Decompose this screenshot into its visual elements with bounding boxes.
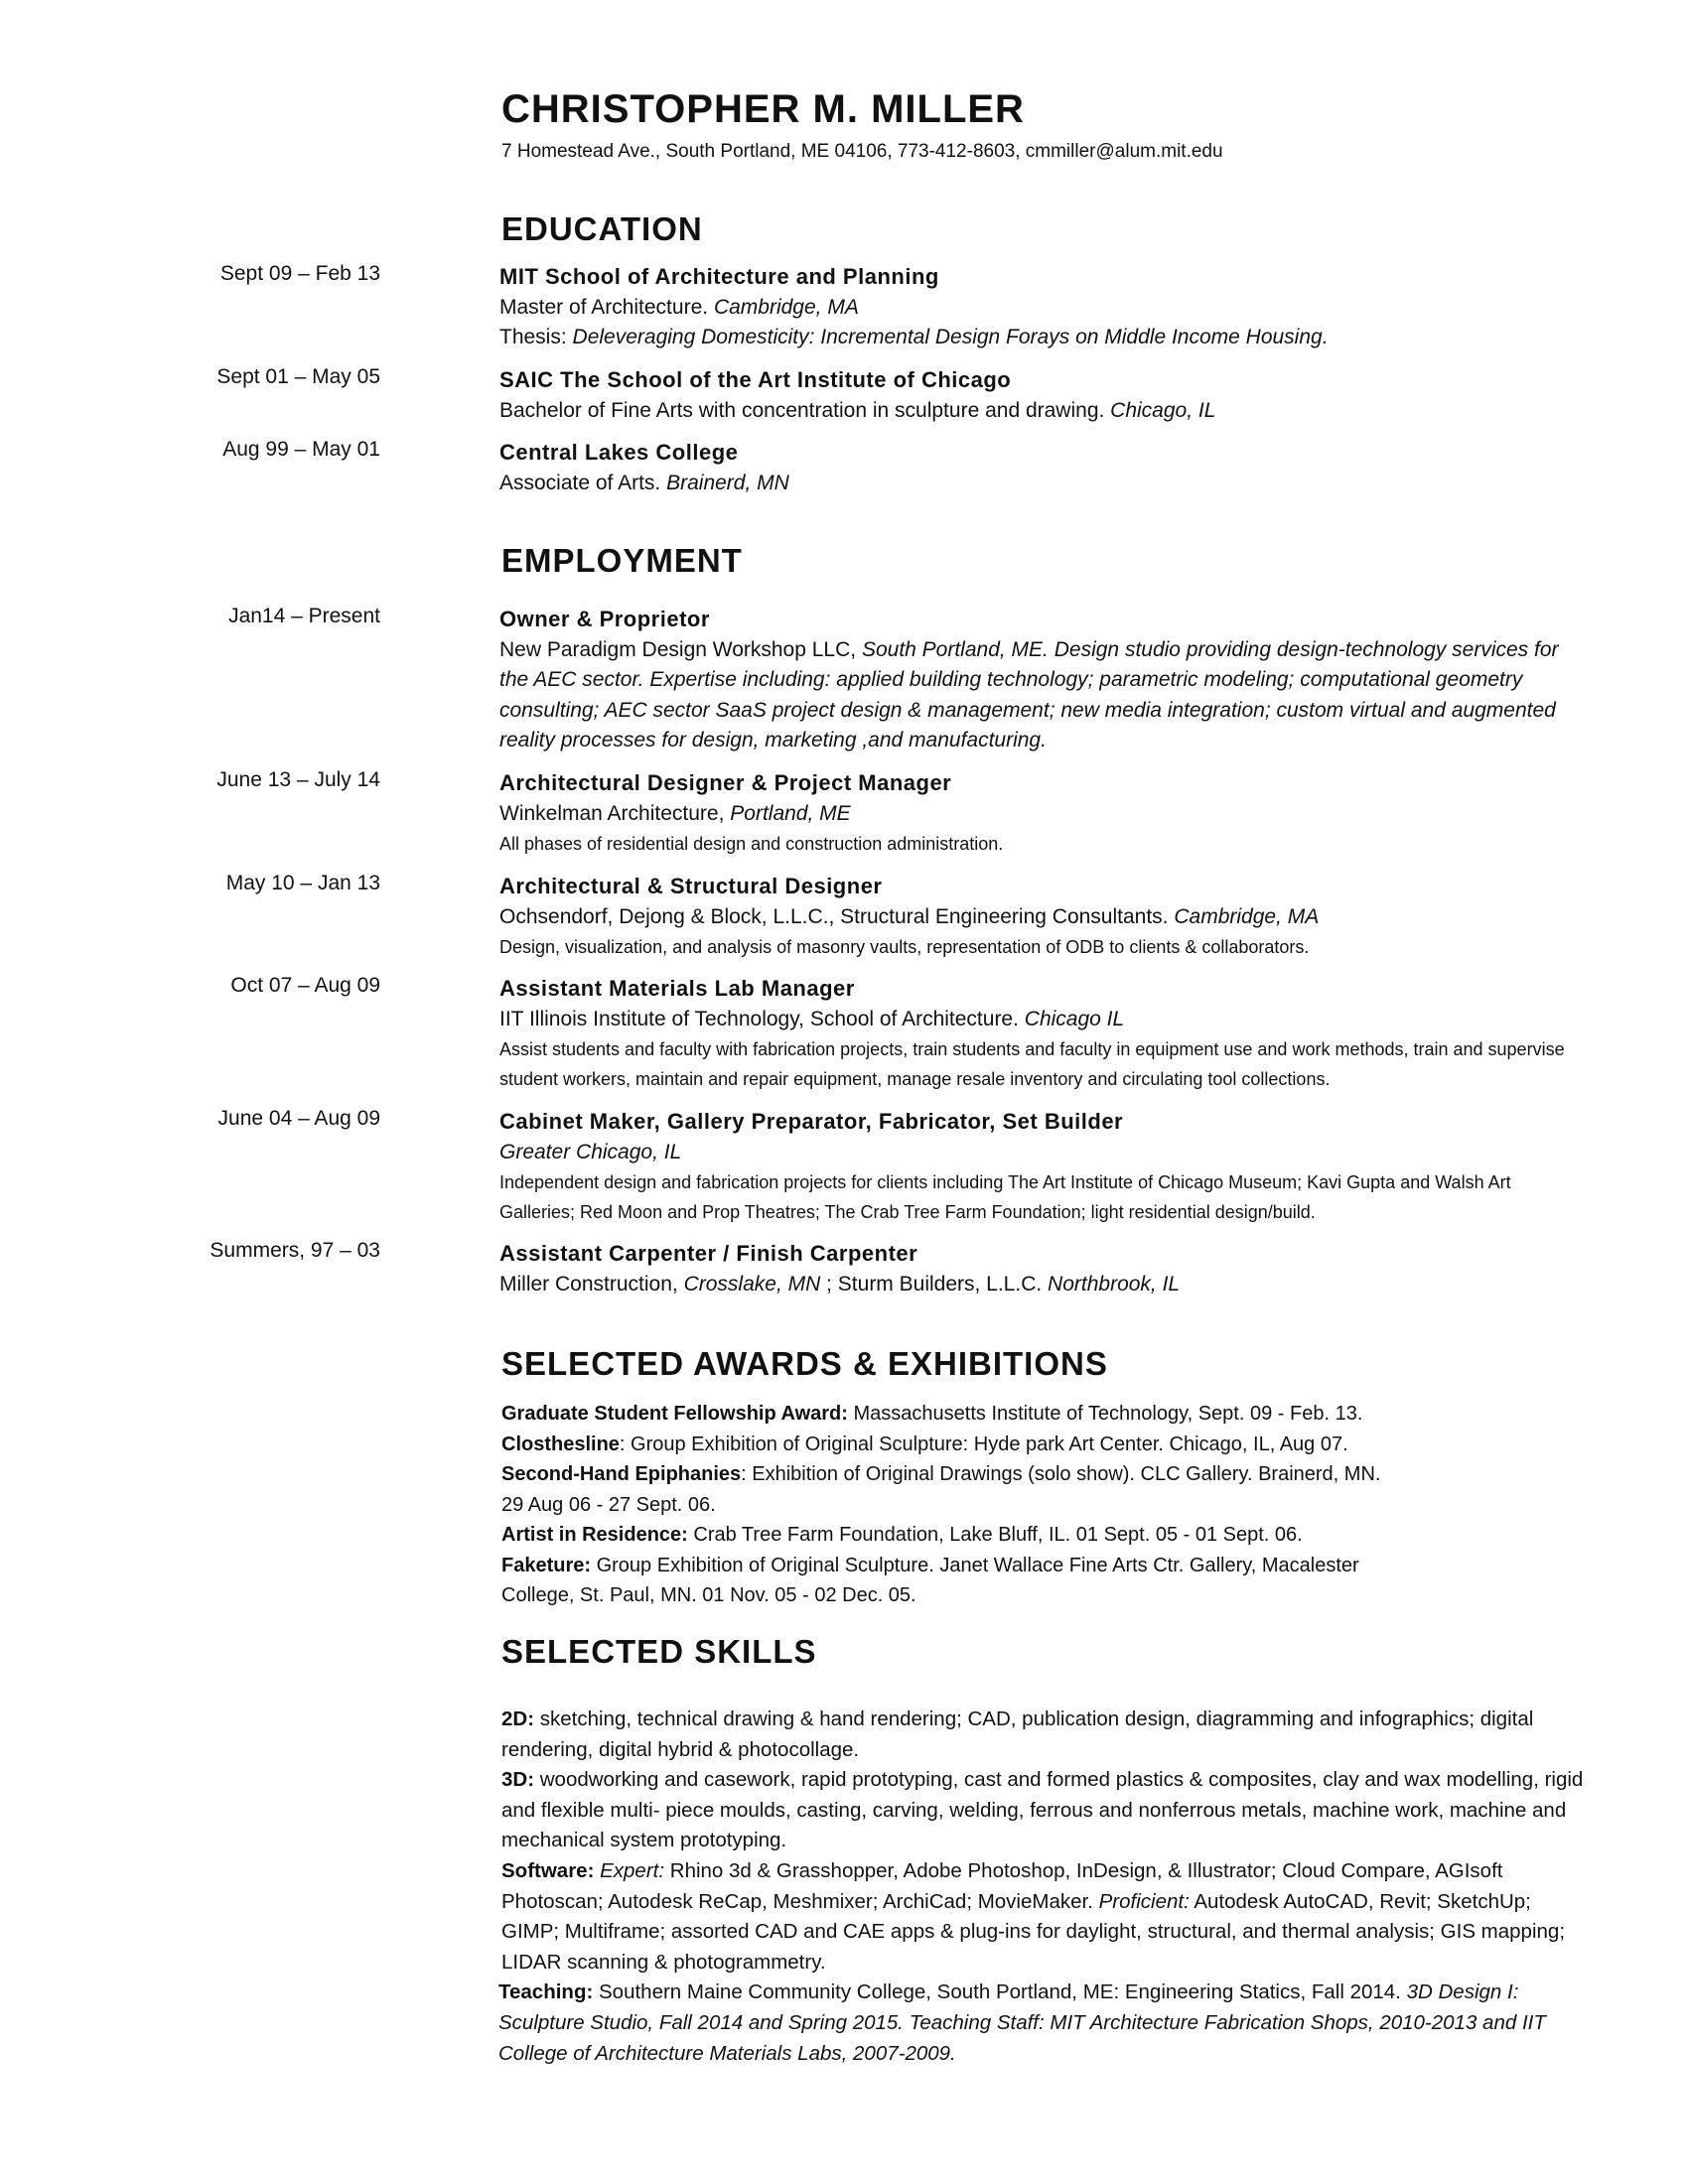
skill-label: Teaching: bbox=[498, 1980, 594, 2004]
entry-body bbox=[499, 974, 1582, 1094]
award-item bbox=[501, 1430, 1589, 1460]
degree-line bbox=[499, 293, 1582, 324]
entry-body bbox=[499, 262, 1582, 353]
skill-text: woodworking and casework, rapid prototyping, cast and formed plastics & composites, clay and wax modelling, rigid and flexible multi- piece moulds, casting, carving, welding, ferrous and nonferrous metals, machine work, machine and mechanical system prototyping. bbox=[501, 1768, 1584, 1852]
proficient-text: Autodesk AutoCAD, Revit; SketchUp; GIMP; Multiframe; assorted CAD and CAE apps & plug-ins for daylight, structural, and thermal analysis; GIS mapping; LIDAR scanning & photogrammetry. bbox=[501, 1889, 1566, 1974]
section-title-employment: EMPLOYMENT bbox=[501, 542, 743, 579]
place: Portland, ME bbox=[730, 801, 851, 825]
award-label: Closthesline bbox=[501, 1433, 620, 1455]
skill-software bbox=[501, 1856, 1589, 1978]
place: Chicago, IL bbox=[1110, 398, 1216, 422]
description: Independent design and fabrication projects for clients including The Art Institute of Chicago Museum; Kavi Gupta and Walsh Art Galleries; Red Moon and Prop Theatres; The Crab Tree Farm Foundation; light residential design/build. bbox=[499, 1172, 1511, 1222]
skills-list bbox=[498, 1705, 1589, 2069]
place: Crosslake, MN bbox=[683, 1272, 821, 1296]
award-label: Faketure: bbox=[501, 1554, 592, 1576]
entry-date: May 10 – Jan 13 bbox=[225, 872, 380, 894]
awards-list bbox=[501, 1399, 1589, 1611]
job-description bbox=[499, 635, 1582, 756]
place: Cambridge, MA bbox=[1174, 904, 1320, 928]
job-title: Architectural Designer & Project Manager bbox=[499, 770, 952, 795]
degree: Master of Architecture. bbox=[499, 295, 709, 319]
entry-date: June 04 – Aug 09 bbox=[217, 1107, 380, 1130]
organization: IIT Illinois Institute of Technology, School of Architecture. bbox=[499, 1007, 1019, 1030]
entry-body bbox=[499, 768, 1582, 859]
award-label: Artist in Residence: bbox=[501, 1524, 688, 1546]
thesis-line: Thesis: Deleveraging Domesticity: Incremental Design Forays on Middle Income Housing. bbox=[499, 326, 1329, 348]
place: Brainerd, MN bbox=[666, 471, 789, 494]
job-title: Assistant Materials Lab Manager bbox=[499, 976, 855, 1001]
entry-body bbox=[499, 872, 1582, 962]
org-line bbox=[499, 799, 1582, 830]
award-label: Second-Hand Epiphanies bbox=[501, 1463, 742, 1485]
award-item bbox=[501, 1520, 1589, 1551]
section-title-skills: SELECTED SKILLS bbox=[501, 1633, 817, 1670]
teaching-text: Southern Maine Community College, South Portland, ME: Engineering Statics, Fall 2014. bbox=[593, 1980, 1407, 2004]
award-text: : Exhibition of Original Drawings (solo show). CLC Gallery. Brainerd, MN. 29 Aug 06 - 27 Sept. 06. bbox=[501, 1463, 1381, 1516]
place-2: Northbrook, IL bbox=[1048, 1272, 1181, 1296]
job-title: Assistant Carpenter / Finish Carpenter bbox=[499, 1241, 918, 1266]
proficient-label: Proficient: bbox=[1098, 1889, 1190, 1913]
entry-date: Sept 09 – Feb 13 bbox=[219, 262, 380, 285]
award-text: Crab Tree Farm Foundation, Lake Bluff, IL. 01 Sept. 05 - 01 Sept. 06. bbox=[687, 1524, 1303, 1546]
entry-date: Aug 99 – May 01 bbox=[222, 438, 380, 461]
place: South Portland, ME. bbox=[861, 637, 1049, 661]
description: Design studio providing design-technology services for the AEC sector. Expertise including: applied building technology; parametric modeling; computational geometry consulting; AEC sector SaaS project design & management; new media integration; custom virtual and augmented reality processes for design, marketing ,and manufacturing. bbox=[499, 637, 1559, 751]
person-name: CHRISTOPHER M. MILLER bbox=[501, 87, 1025, 131]
skill-label: Software: bbox=[501, 1858, 595, 1882]
award-text: Massachusetts Institute of Technology, Sept. 09 - Feb. 13. bbox=[847, 1403, 1363, 1425]
organization: New Paradigm Design Workshop LLC, bbox=[499, 637, 857, 661]
entry-date: June 13 – July 14 bbox=[216, 768, 380, 791]
teaching-italic: 3D Design I: Sculpture Studio, Fall 2014 and Spring 2015. Teaching Staff: MIT Architecture Fabrication Shops, 2010-2013 and IIT College of Architecture Materials Labs, 2007-2009. bbox=[498, 1980, 1546, 2065]
thesis-label: Thesis bbox=[499, 326, 561, 348]
expert-text: Rhino 3d & Grasshopper, Adobe Photoshop, InDesign, & Illustrator; Cloud Compare, AGIsoft Photoscan; Autodesk ReCap, Meshmixer; ArchiCad; MovieMaker. bbox=[501, 1858, 1503, 1913]
skill-label: 2D: bbox=[501, 1707, 535, 1730]
organization: Winkelman Architecture, bbox=[499, 801, 725, 825]
organization: Miller Construction, bbox=[499, 1272, 678, 1296]
description: All phases of residential design and construction administration. bbox=[499, 834, 1004, 854]
description: Design, visualization, and analysis of masonry vaults, representation of ODB to clients & collaborators. bbox=[499, 937, 1310, 957]
expert-label: Expert: bbox=[600, 1858, 665, 1882]
school-name: Central Lakes College bbox=[499, 440, 739, 465]
entry-body bbox=[499, 438, 1582, 498]
skill-label: 3D: bbox=[501, 1768, 535, 1792]
place: Greater Chicago, IL bbox=[499, 1140, 682, 1163]
degree: Bachelor of Fine Arts with concentration in sculpture and drawing. bbox=[499, 398, 1105, 422]
entry-date: Summers, 97 – 03 bbox=[210, 1239, 380, 1262]
skill-text: sketching, technical drawing & hand rendering; CAD, publication design, diagramming and infographics; digital rendering, digital hybrid & photocollage. bbox=[501, 1707, 1534, 1761]
thesis: Deleveraging Domesticity: Incremental Design Forays on Middle Income Housing. bbox=[572, 326, 1329, 348]
skill-3d bbox=[501, 1765, 1589, 1856]
skill-teaching bbox=[498, 1978, 1589, 2069]
skill-2d bbox=[501, 1705, 1589, 1765]
award-text: Group Exhibition of Original Sculpture. Janet Wallace Fine Arts Ctr. Gallery, Macalester College, St. Paul, MN. 01 Nov. 05 - 02 Dec. 05. bbox=[501, 1554, 1359, 1606]
section-title-awards: SELECTED AWARDS & EXHIBITIONS bbox=[501, 1345, 1108, 1382]
school-name: MIT School of Architecture and Planning bbox=[499, 264, 939, 289]
award-item bbox=[501, 1399, 1589, 1430]
organization: Ochsendorf, Dejong & Block, L.L.C., Structural Engineering Consultants. bbox=[499, 904, 1169, 928]
place: Cambridge, MA bbox=[713, 295, 859, 319]
job-title: Owner & Proprietor bbox=[499, 607, 710, 631]
entry-body bbox=[499, 1107, 1582, 1227]
place: Chicago IL bbox=[1024, 1007, 1125, 1030]
entry-date: Jan14 – Present bbox=[228, 605, 380, 627]
description: Assist students and faculty with fabrication projects, train students and faculty in equipment use and work methods, train and supervise student workers, maintain and repair equipment, manage resale inventory and circulating tool collections. bbox=[499, 1039, 1565, 1089]
entry-date: Sept 01 – May 05 bbox=[216, 365, 380, 388]
job-title: Cabinet Maker, Gallery Preparator, Fabricator, Set Builder bbox=[499, 1109, 1124, 1134]
org-line bbox=[499, 1005, 1582, 1035]
entry-body bbox=[499, 1239, 1582, 1299]
degree-line bbox=[499, 469, 1582, 499]
job-title: Architectural & Structural Designer bbox=[499, 874, 883, 898]
degree: Associate of Arts. bbox=[499, 471, 661, 494]
award-label: Graduate Student Fellowship Award: bbox=[501, 1403, 848, 1425]
award-item bbox=[501, 1459, 1395, 1520]
contact-info: 7 Homestead Ave., South Portland, ME 04106, 773-412-8603, cmmiller@alum.mit.edu bbox=[501, 141, 1223, 162]
org-line bbox=[499, 1270, 1582, 1300]
organization-2: ; Sturm Builders, L.L.C. bbox=[826, 1272, 1043, 1296]
degree-line bbox=[499, 396, 1582, 427]
org-line bbox=[499, 902, 1582, 933]
school-name: SAIC The School of the Art Institute of Chicago bbox=[499, 367, 1012, 392]
section-title-education: EDUCATION bbox=[501, 210, 703, 247]
entry-body bbox=[499, 365, 1582, 426]
award-text: : Group Exhibition of Original Sculpture: Hyde park Art Center. Chicago, IL, Aug 07. bbox=[619, 1433, 1348, 1455]
entry-body bbox=[499, 605, 1582, 756]
entry-date: Oct 07 – Aug 09 bbox=[230, 974, 380, 997]
award-item bbox=[501, 1551, 1395, 1611]
